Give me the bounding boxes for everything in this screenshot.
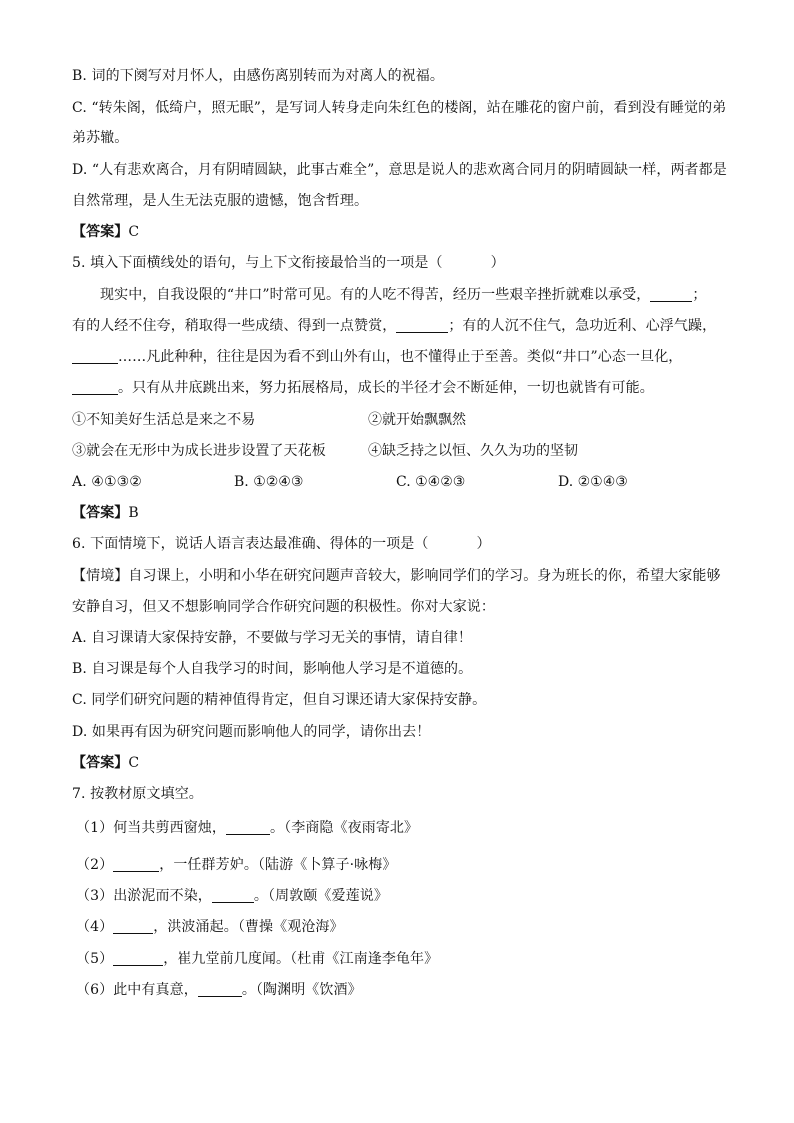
item-text: （3）出淤泥而不染， — [76, 888, 212, 904]
q5-passage-line3 — [72, 347, 682, 367]
q6-context-line1: 【情境】自习课上，小明和小华在研究问题声音较大，影响同学们的学习。身为班长的你，希望大家能够 — [72, 568, 721, 584]
passage-text: 。只有从井底跳出来，努力拓展格局，成长的半径才会不断延伸，一切也就皆有可能。 — [118, 380, 654, 396]
q5-sentence-2: ②就开始飘飘然 — [368, 412, 466, 428]
q6-option-b: B. 自习课是每个人自我学习的时间，影响他人学习是不道德的。 — [72, 661, 473, 677]
answer-value: C — [128, 224, 140, 240]
answer-tag: 【答案】 — [72, 755, 129, 771]
passage-text: 现实中，自我设限的“井口”时常可见。有的人吃不得苦，经历一些艰辛挫折就难以承受， — [100, 287, 651, 303]
item-text: （1）何当共剪西窗烛， — [76, 820, 227, 836]
item-source: 。（周敦颐《爱莲说》 — [253, 888, 388, 904]
q7-stem: 7. 按教材原文填空。 — [72, 786, 203, 802]
q6-context-line2: 安静自习，但又不想影响同学合作研究问题的积极性。你对大家说： — [72, 599, 495, 615]
q5-stem — [72, 253, 505, 273]
q7-item-3 — [76, 886, 388, 906]
fill-blank — [226, 820, 270, 835]
q4-option-d-line1: D. “人有悲欢离合，月有阴晴圆缺，此事古难全”，意思是说人的悲欢离合同月的阴晴圆缺一样，两者都是 — [72, 162, 727, 178]
q5-option-d: D. ②①④③ — [558, 474, 628, 490]
q5-option-c: C. ①④②③ — [396, 474, 466, 490]
q4-answer — [72, 222, 139, 242]
q7-item-5 — [76, 949, 438, 969]
q6-stem — [72, 534, 491, 554]
fill-blank-4 — [72, 380, 118, 395]
q5-stem-text: 5. 填入下面横线处的语句，与上下文衔接最恰当的一项是（ — [72, 255, 443, 271]
q7-item-1 — [76, 818, 418, 838]
q4-option-c-line1: C. “转朱阁，低绮户，照无眠”，是写词人转身走向朱红色的楼阁，站在雕花的窗户前，看到没有睡觉的弟 — [72, 100, 727, 116]
fill-blank — [198, 982, 242, 997]
fill-blank — [113, 951, 163, 966]
q6-answer — [72, 753, 139, 773]
passage-punct: ； — [692, 287, 707, 303]
q4-option-b: B. 词的下阕写对月怀人，由感伤离别转而为对离人的祝福。 — [72, 68, 444, 84]
fill-blank-2 — [396, 318, 448, 333]
item-source: 。（陶渊明《饮酒》 — [241, 982, 362, 998]
item-source: ，一任群芳妒。（陆游《卜算子·咏梅》 — [159, 857, 397, 873]
q4-option-c-line2: 弟苏辙。 — [72, 130, 129, 146]
q5-option-a: A. ④①③② — [72, 474, 142, 490]
q5-sentence-1: ①不知美好生活总是来之不易 — [72, 412, 256, 428]
q5-option-b: B. ①②④③ — [234, 474, 304, 490]
fill-blank — [212, 888, 254, 903]
item-text: （5） — [76, 951, 114, 967]
answer-tag: 【答案】 — [72, 224, 129, 240]
q7-item-6 — [76, 980, 362, 1000]
item-text: （6）此中有真意， — [76, 982, 198, 998]
passage-text: 有的人经不住夸，稍取得一些成绩、得到一点赞赏， — [72, 318, 397, 334]
q7-item-4 — [76, 917, 344, 937]
q5-stem-close: ） — [490, 255, 505, 271]
q6-stem-text: 6. 下面情境下，说话人语言表达最准确、得体的一项是（ — [72, 536, 429, 552]
q7-item-2 — [76, 855, 396, 875]
q4-option-d-line2: 自然常理，是人生无法克服的遗憾，饱含哲理。 — [72, 193, 369, 209]
passage-text: ……凡此种种，往往是因为看不到山外有山，也不懂得止于至善。类似“井口”心态一旦化， — [118, 349, 683, 365]
item-source: ，崔九堂前几度闻。（杜甫《江南逢李龟年》 — [163, 951, 439, 967]
answer-tag: 【答案】 — [72, 505, 129, 521]
q5-sentence-3: ③就会在无形中为成长进步设置了天花板 — [72, 443, 326, 459]
answer-value: B — [128, 505, 139, 521]
item-source: ，洪波涌起。（曹操《观沧海》 — [153, 919, 344, 935]
fill-blank-1 — [650, 287, 692, 302]
passage-text: ；有的人沉不住气，急功近利、心浮气躁， — [448, 318, 717, 334]
q5-passage-line1 — [100, 285, 706, 305]
fill-blank-3 — [72, 349, 118, 364]
q6-option-a: A. 自习课请大家保持安静，不要做与学习无关的事情，请自律！ — [72, 630, 473, 646]
item-source: 。（李商隐《夜雨寄北》 — [270, 820, 419, 836]
item-text: （4） — [76, 919, 114, 935]
q5-passage-line4 — [72, 378, 654, 398]
q6-option-d: D. 如果再有因为研究问题而影响他人的同学，请你出去！ — [72, 724, 431, 740]
item-text: （2） — [76, 857, 114, 873]
q5-sentence-4: ④缺乏持之以恒、久久为功的坚韧 — [368, 443, 578, 459]
q6-option-c: C. 同学们研究问题的精神值得肯定，但自习课还请大家保持安静。 — [72, 692, 487, 708]
q6-stem-close: ） — [476, 536, 491, 552]
fill-blank — [113, 857, 159, 872]
q5-answer — [72, 503, 139, 523]
answer-value: C — [128, 755, 140, 771]
q5-passage-line2 — [72, 316, 716, 336]
fill-blank — [113, 919, 153, 934]
